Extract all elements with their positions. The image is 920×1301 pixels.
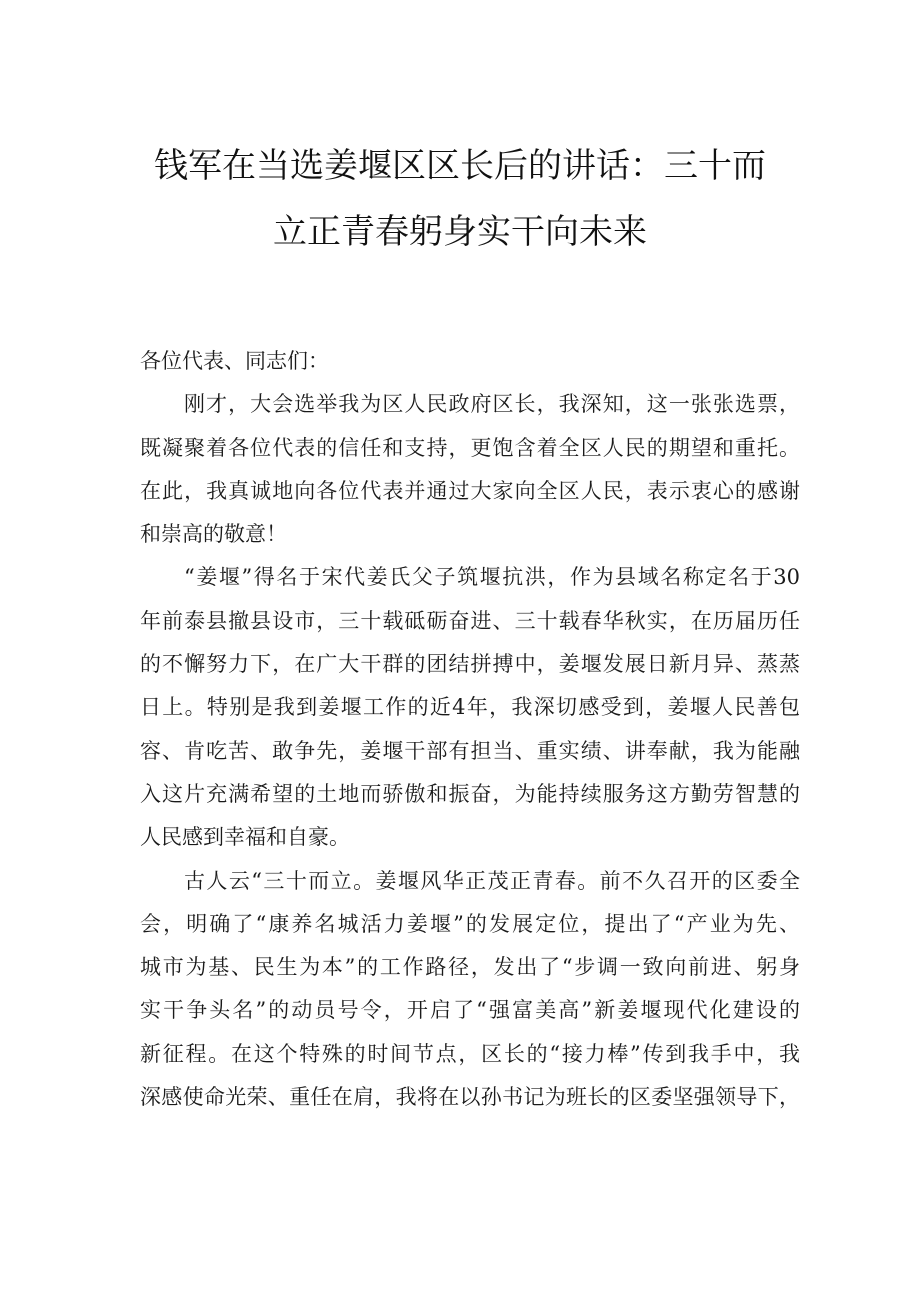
paragraph-line: 新征程。在这个特殊的时间节点，区长的“接力棒”传到我手中，我 (140, 1041, 800, 1066)
paragraph-line: 的不懈努力下，在广大干群的团结拼搏中，姜堰发展日新月异、蒸蒸 (140, 652, 800, 677)
paragraph-3 (140, 860, 800, 1120)
document-title-line-2: 立正青春躬身实干向未来 (273, 212, 647, 252)
paragraph-line: 城市为基、民生为本”的工作路径，发出了“步调一致向前进、躬身 (140, 955, 800, 980)
paragraph-line: 会，明确了“康养名城活力姜堰”的发展定位，提出了“产业为先、 (140, 911, 800, 936)
paragraph-line: 入这片充满希望的土地而骄傲和振奋，为能持续服务这方勤劳智慧的 (140, 781, 800, 806)
paragraph-line: 古人云“三十而立。姜堰风华正茂正青春。前不久召开的区委全 (184, 868, 800, 893)
paragraph-line: 刚才，大会选举我为区人民政府区长，我深知，这一张张选票， (184, 392, 800, 417)
paragraph-1 (140, 383, 800, 556)
paragraph-line: 深感使命光荣、重任在肩，我将在以孙书记为班长的区委坚强领导下， (140, 1085, 800, 1110)
paragraph-line: 实干争头名”的动员号令，开启了“强富美高”新姜堰现代化建设的 (140, 998, 800, 1023)
paragraph-line: 人民感到幸福和自豪。 (140, 825, 350, 850)
paragraph-line: “姜堰”得名于宋代姜氏父子筑堰抗洪，作为县域名称定名于30 (184, 565, 800, 590)
document-body (140, 340, 800, 1119)
paragraph-line: 既凝聚着各位代表的信任和支持，更饱含着全区人民的期望和重托。 (140, 435, 800, 460)
paragraph-line: 日上。特别是我到姜堰工作的近4年，我深切感受到，姜堰人民善包 (140, 695, 800, 720)
document-title-line-1: 钱军在当选姜堰区区长后的讲话：三十而 (154, 146, 766, 186)
salutation: 各位代表、同志们： (140, 349, 329, 373)
paragraph-line: 年前泰县撤县设市，三十载砥砺奋进、三十载春华秋实，在历届历任 (140, 608, 800, 633)
paragraph-line: 和崇高的敬意！ (140, 522, 287, 547)
paragraph-2 (140, 556, 800, 859)
paragraph-line: 容、肯吃苦、敢争先，姜堰干部有担当、重实绩、讲奉献，我为能融 (140, 738, 800, 763)
paragraph-line: 在此，我真诚地向各位代表并通过大家向全区人民，表示衷心的感谢 (140, 478, 800, 503)
